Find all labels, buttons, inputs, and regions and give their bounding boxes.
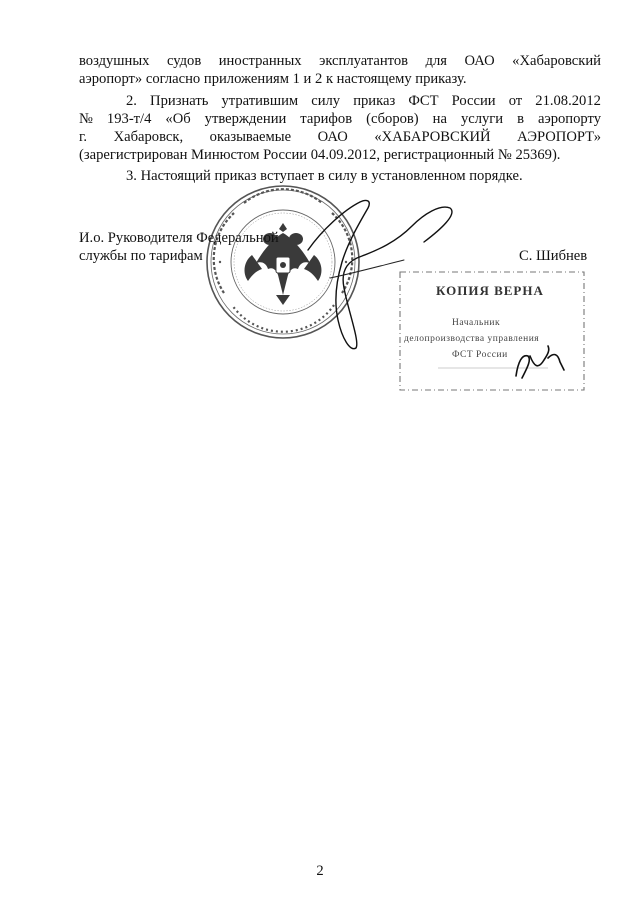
word: 2.	[126, 93, 137, 109]
word: на	[432, 111, 447, 127]
page-number: 2	[316, 863, 324, 879]
word: в	[517, 111, 524, 127]
paragraph-3: 3. Настоящий приказ вступает в силу в установленном порядке.	[126, 168, 523, 184]
word: утверждении	[204, 111, 287, 127]
word: аэропорту	[537, 111, 601, 127]
word: России	[451, 93, 496, 109]
word: приказ	[353, 93, 396, 109]
word: услуги	[460, 111, 504, 127]
word: №	[79, 111, 93, 127]
signatory-name: С. Шибнев	[519, 248, 588, 264]
word: оказываемые	[209, 129, 292, 145]
word: тарифов	[300, 111, 353, 127]
word: воздушных	[79, 53, 150, 69]
paragraph-2-line-2	[79, 110, 601, 128]
word: 193-т/4	[106, 111, 152, 127]
word: «ХАБАРОВСКИЙ	[374, 129, 491, 145]
word: 21.08.2012	[535, 93, 601, 109]
word: ОАО	[464, 53, 495, 69]
paragraph-2-line-1	[126, 92, 601, 110]
paragraph-2-line-4: (зарегистрирован Минюстом России 04.09.2012, регистрационный № 25369).	[79, 147, 561, 163]
stamp-line-1: Начальник	[452, 318, 501, 328]
word: утратившим	[221, 93, 299, 109]
word: «Хабаровский	[512, 53, 601, 69]
paragraph-2-line-3	[79, 128, 601, 146]
word: г.	[79, 129, 87, 145]
word: ФСТ	[408, 93, 439, 109]
word: «Об	[165, 111, 191, 127]
paragraph-1-line-2: аэропорт» согласно приложениям 1 и 2 к настоящему приказу.	[79, 71, 467, 87]
word: от	[508, 93, 523, 109]
paragraph-1-line-1	[79, 52, 601, 70]
word: Хабаровск,	[113, 129, 184, 145]
word: эксплуатантов	[319, 53, 409, 69]
word: АЭРОПОРТ»	[517, 129, 601, 145]
signatory-title-line-2: службы по тарифам	[79, 248, 203, 264]
word: (сборов)	[366, 111, 419, 127]
word: Признать	[150, 93, 209, 109]
word: иностранных	[218, 53, 302, 69]
stamp-title: КОПИЯ ВЕРНА	[436, 283, 544, 298]
word: силу	[311, 93, 341, 109]
stamp-line-2: делопроизводства управления	[404, 334, 540, 344]
stamp-line-3: ФСТ России	[452, 350, 508, 360]
word: для	[425, 53, 447, 69]
word: судов	[166, 53, 202, 69]
word: ОАО	[317, 129, 348, 145]
signatory-title-line-1: И.о. Руководителя Федеральной	[79, 230, 279, 246]
